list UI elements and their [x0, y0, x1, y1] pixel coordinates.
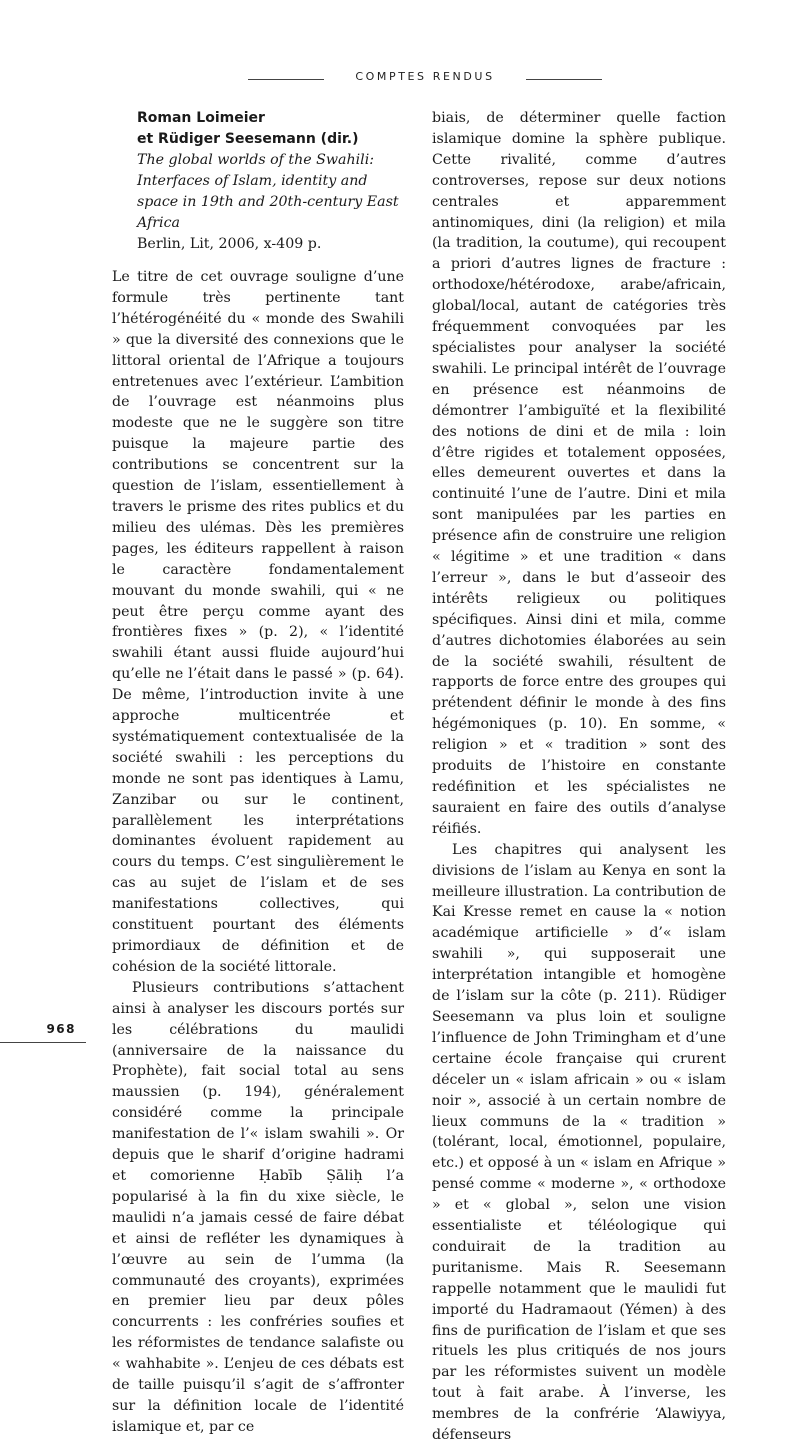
footer-rule — [0, 1042, 86, 1043]
right-column — [432, 108, 726, 1446]
paragraph-3: biais, de déterminer quelle faction islamique domine la sphère publique. Cette rivalité, comme d’autres controverses, repose sur deux notions centrales et apparemment antinomiques, dini (la religion) et mila (la tradition, la coutume), qui recoupent a priori d’autres lignes de fracture : orthodoxe/hétérodoxe, arabe/africain, global/local, autant de catégories très fréquemment convoquées par les spécialistes pour analyser la société swahili. Le principal intérêt de l’ouvrage en présence est néanmoins de démontrer l’ambiguïté et la flexibilité des notions de dini et de mila : loin d’être rigides et totalement opposées, elles demeurent ouvertes et dans la continuité l’une de l’autre. Dini et mila sont manipulées par les parties en présence afin de construire une religion « légitime » et une tradition « dans l’erreur », dans le but d’asseoir des intérêts religieux ou politiques spécifiques. Ainsi dini et mila, comme d’autres dichotomies élaborées au sein de la société swahili, résultent de rapports de force entre des groupes qui prétendent définir le monde à des fins hégémoniques (p. 10). En somme, « religion » et « tradition » sont des produits de l’histoire en constante redéfinition et les spécialistes ne sauraient en faire des outils d’analyse réifiés. — [432, 110, 726, 837]
paragraph-4: Les chapitres qui analysent les divisions de l’islam au Kenya en sont la meilleure illustration. La contribution de Kai Kresse remet en cause la « notion académique artificielle » d’« islam swahili », qui supposerait une interprétation intangible et homogène de l’islam sur la côte (p. 211). Rüdiger Seesemann va plus loin et souligne l’influence de John Trimingham et d’une certaine école française qui crurent déceler un « islam africain » ou « islam noir », associé à un certain nombre de lieux communs de la « tradition » (tolérant, local, émotionnel, populaire, etc.) et opposé à un « islam en Afrique » pensé comme « moderne », « orthodoxe » et « global », selon une vision essentialiste et téléologique qui conduirait de la tradition au puritanisme. Mais R. Seesemann rappelle notamment que le maulidi fut importé du Hadramaout (Yémen) à des fins de purification de l’islam et que ses rituels les plus critiqués de nos jours par les réformistes suivent un modèle tout à fait arabe. À l’inverse, les membres de la confrérie ‘Alawiyya, défenseurs — [432, 841, 726, 1444]
publication-info: Berlin, Lit, 2006, x-409 p. — [137, 236, 322, 252]
book-title: The global worlds of the Swahili: Interfaces of Islam, identity and space in 19th and 20th-century East Africa — [137, 152, 399, 231]
left-column — [112, 108, 404, 1438]
paragraph-2: Plusieurs contributions s’attachent ainsi à analyser les discours portés sur les célébrations du maulidi (anniversaire de la naissance du Prophète), fait social total au sens maussien (p. 194), généralement considéré comme la principale manifestation de l’« islam swahili ». Or depuis que le sharif d’origine hadrami et comorienne Ḥabīb Ṣāliḥ l’a popularisé à la fin du xixe siècle, le maulidi n’a jamais cessé de faire débat et ainsi de refléter les dynamiques à l’œuvre au sein de l’umma (la communauté des croyants), exprimées en premier lieu par deux pôles concurrents : les confréries soufies et les réformistes de tendance salafiste ou « wahhabite ». L’enjeu de ces débats est de taille puisqu’il s’agit de s’affronter sur la définition locale de l’identité islamique et, par ce — [112, 979, 404, 1435]
page-footer — [0, 1022, 86, 1042]
running-header — [0, 70, 800, 90]
paragraph-1: Le titre de cet ouvrage souligne d’une formule très pertinente tant l’hétérogénéité du « monde des Swahili » que la diversité des connexions que le littoral oriental de l’Afrique a toujours entretenues avec l’extérieur. L’ambition de l’ouvrage est néanmoins plus modeste que ne le suggère son titre puisque la majeure partie des contributions se concentrent sur la question de l’islam, essentiellement à travers le prisme des rites publics et du milieu des ulémas. Dès les premières pages, les éditeurs rappellent à raison le caractère fondamentalement mouvant du monde swahili, qui « ne peut être perçu comme ayant des frontières fixes » (p. 2), « l’identité swahili étant aussi fluide aujourd’hui qu’elle ne l’était dans le passé » (p. 64). De même, l’introduction invite à une approche multicentrée et systématiquement contextualisée de la société swahili : les perceptions du monde ne sont pas identiques à Lamu, Zanzibar ou sur le continent, parallèlement les interprétations dominantes évoluent rapidement au cours du temps. C’est singulièrement le cas au sujet de l’islam et de ses manifestations collectives, qui constituent pourtant des éléments primordiaux de définition et de cohésion de la société littorale. — [112, 269, 404, 975]
section-title: COMPTES RENDUS — [355, 70, 495, 83]
authors-line-2: et Rüdiger Seesemann (dir.) — [137, 131, 359, 147]
page-number: 968 — [46, 1022, 76, 1036]
book-reference — [112, 108, 404, 255]
header-rule-left — [248, 79, 324, 80]
header-rule-right — [526, 79, 602, 80]
authors-line-1: Roman Loimeier — [137, 110, 265, 126]
